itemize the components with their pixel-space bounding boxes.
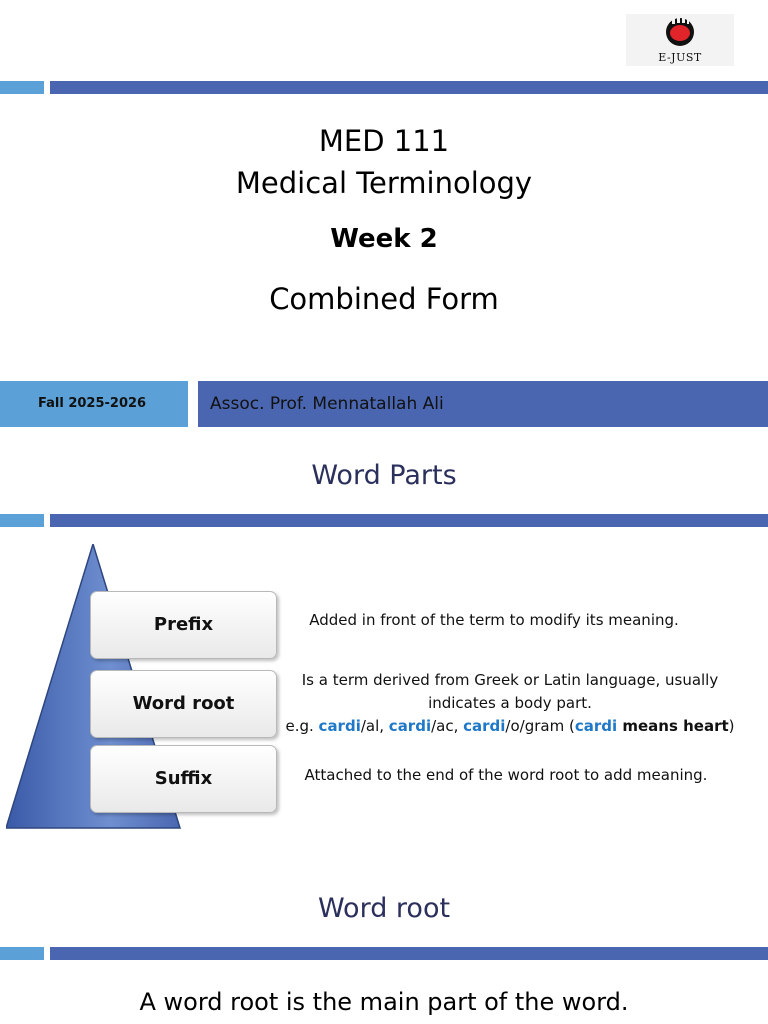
term-label: Fall 2025-2026 bbox=[38, 396, 147, 411]
example-tail-3: /o/gram ( bbox=[505, 717, 575, 735]
separator-bar-dark bbox=[50, 947, 768, 960]
example-tail-2: /ac, bbox=[431, 717, 464, 735]
separator-bar-dark bbox=[50, 81, 768, 94]
ejust-logo bbox=[626, 14, 734, 66]
separator-bar-light bbox=[0, 947, 44, 960]
separator-bar-dark bbox=[50, 514, 768, 527]
example-prefix: e.g. bbox=[285, 717, 319, 735]
example-close: ) bbox=[728, 717, 735, 735]
suffix-description: Attached to the end of the word root to add meaning. bbox=[304, 766, 708, 784]
ejust-logo-icon bbox=[664, 16, 696, 50]
separator-bar-light bbox=[0, 514, 44, 527]
example-root: cardi bbox=[463, 717, 506, 735]
word-root-description-line1: Is a term derived from Greek or Latin language, usually bbox=[301, 671, 719, 689]
prefix-description: Added in front of the term to modify its meaning. bbox=[309, 611, 679, 629]
word-root-title: Word root bbox=[317, 893, 451, 924]
instructor-name: Assoc. Prof. Mennatallah Ali bbox=[210, 394, 444, 414]
course-name: Medical Terminology bbox=[235, 166, 533, 200]
word-root-description-line2: indicates a body part. bbox=[428, 694, 592, 712]
example-root: cardi bbox=[318, 717, 361, 735]
prefix-label: Prefix bbox=[153, 614, 214, 635]
week-label: Week 2 bbox=[330, 224, 438, 254]
word-root-statement: A word root is the main part of the word. bbox=[139, 988, 629, 1016]
example-root: cardi bbox=[388, 717, 432, 735]
instructor-box bbox=[198, 381, 768, 427]
word-root-example bbox=[282, 715, 738, 738]
logo-text: E-JUST bbox=[658, 51, 702, 64]
topic-title: Combined Form bbox=[269, 282, 499, 316]
prefix-box bbox=[90, 591, 277, 659]
word-root-label: Word root bbox=[132, 693, 235, 714]
example-means: means heart bbox=[617, 717, 729, 735]
example-tail-1: /al, bbox=[360, 717, 389, 735]
course-code: MED 111 bbox=[318, 124, 450, 158]
word-root-box bbox=[90, 670, 277, 738]
term-box bbox=[0, 381, 188, 427]
separator-bar-light bbox=[0, 81, 44, 94]
suffix-label: Suffix bbox=[154, 768, 213, 789]
example-root: cardi bbox=[574, 717, 618, 735]
word-root-description bbox=[282, 669, 738, 738]
suffix-box bbox=[90, 745, 277, 813]
word-parts-title: Word Parts bbox=[311, 460, 457, 491]
